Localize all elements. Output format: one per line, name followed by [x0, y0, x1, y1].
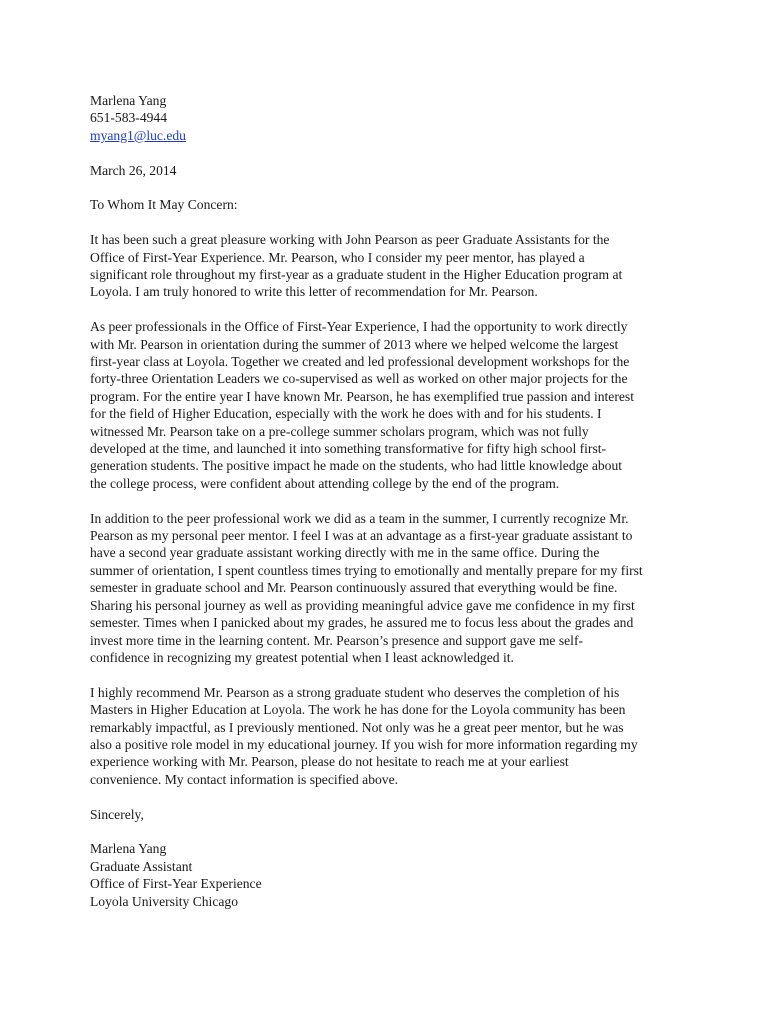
letter-date: March 26, 2014: [90, 162, 177, 178]
paragraph-2: [90, 318, 678, 492]
signature-block: [90, 840, 678, 910]
signature-title: Graduate Assistant: [90, 858, 193, 874]
paragraph-line: semester in graduate school and Mr. Pearson continuously assured that everything would be fine.: [90, 580, 618, 596]
paragraph-line: forty-three Orientation Leaders we co-supervised as well as worked on other major projects for the: [90, 371, 628, 387]
paragraph-line: witnessed Mr. Pearson take on a pre-college summer scholars program, which was not fully: [90, 423, 589, 439]
paragraph-line: developed at the time, and launched it into something transformative for fifty high school first-: [90, 441, 607, 457]
paragraph-line: program. For the entire year I have known Mr. Pearson, he has exemplified true passion and interest: [90, 388, 634, 404]
sender-email-line: [90, 127, 678, 144]
paragraph-3: [90, 510, 678, 667]
sender-email-link[interactable]: myang1@luc.edu: [90, 127, 186, 143]
signature-office: Office of First-Year Experience: [90, 876, 262, 892]
paragraph-line: confidence in recognizing my greatest potential when I least acknowledged it.: [90, 649, 514, 665]
paragraph-line: Loyola. I am truly honored to write this letter of recommendation for Mr. Pearson.: [90, 284, 538, 300]
paragraph-line: have a second year graduate assistant working directly with me in the same office. During the: [90, 545, 600, 561]
paragraph-line: As peer professionals in the Office of First-Year Experience, I had the opportunity to work directly: [90, 319, 628, 335]
paragraph-line: Pearson as my personal peer mentor. I feel I was at an advantage as a first-year graduate assistant to: [90, 528, 633, 544]
paragraph-line: with Mr. Pearson in orientation during the summer of 2013 where we helped welcome the largest: [90, 336, 619, 352]
paragraph-line: convenience. My contact information is specified above.: [90, 771, 399, 787]
paragraph-line: In addition to the peer professional work we did as a team in the summer, I currently recognize Mr.: [90, 510, 629, 526]
sender-block: [90, 92, 678, 144]
paragraph-line: summer of orientation, I spent countless times trying to emotionally and mentally prepare for my first: [90, 562, 643, 578]
signature-institution: Loyola University Chicago: [90, 893, 238, 909]
paragraph-line: also a positive role model in my educational journey. If you wish for more information regarding my: [90, 736, 638, 752]
closing: Sincerely,: [90, 806, 144, 822]
paragraph-line: Office of First-Year Experience. Mr. Pearson, who I consider my peer mentor, has played a: [90, 249, 585, 265]
paragraph-line: Masters in Higher Education at Loyola. The work he has done for the Loyola community has been: [90, 702, 626, 718]
paragraph-line: I highly recommend Mr. Pearson as a strong graduate student who deserves the completion of his: [90, 684, 620, 700]
paragraph-4: [90, 684, 678, 788]
paragraph-line: experience working with Mr. Pearson, please do not hesitate to reach me at your earliest: [90, 754, 569, 770]
salutation: To Whom It May Concern:: [90, 197, 238, 213]
paragraph-line: generation students. The positive impact he made on the students, who had little knowledge about: [90, 458, 623, 474]
sender-phone: 651-583-4944: [90, 110, 168, 126]
signature-name: Marlena Yang: [90, 841, 167, 857]
paragraph-line: the college process, were confident about attending college by the end of the program.: [90, 475, 560, 491]
paragraph-1: [90, 231, 678, 301]
paragraph-line: significant role throughout my first-year as a graduate student in the Higher Education program at: [90, 267, 623, 283]
paragraph-line: It has been such a great pleasure working with John Pearson as peer Graduate Assistants for the: [90, 232, 610, 248]
paragraph-line: semester. Times when I panicked about my grades, he assured me to focus less about the grades and: [90, 615, 634, 631]
paragraph-line: for the field of Higher Education, especially with the work he does with and for his students. I: [90, 406, 602, 422]
paragraph-line: remarkably impactful, as I previously mentioned. Not only was he a great peer mentor, but he was: [90, 719, 624, 735]
letter-body: [90, 92, 678, 910]
sender-name: Marlena Yang: [90, 93, 167, 108]
paragraph-line: Sharing his personal journey as well as providing meaningful advice gave me confidence in my first: [90, 597, 635, 613]
paragraph-line: invest more time in the learning content. Mr. Pearson’s presence and support gave me self-: [90, 632, 584, 648]
paragraph-line: first-year class at Loyola. Together we created and led professional development workshops for the: [90, 354, 630, 370]
